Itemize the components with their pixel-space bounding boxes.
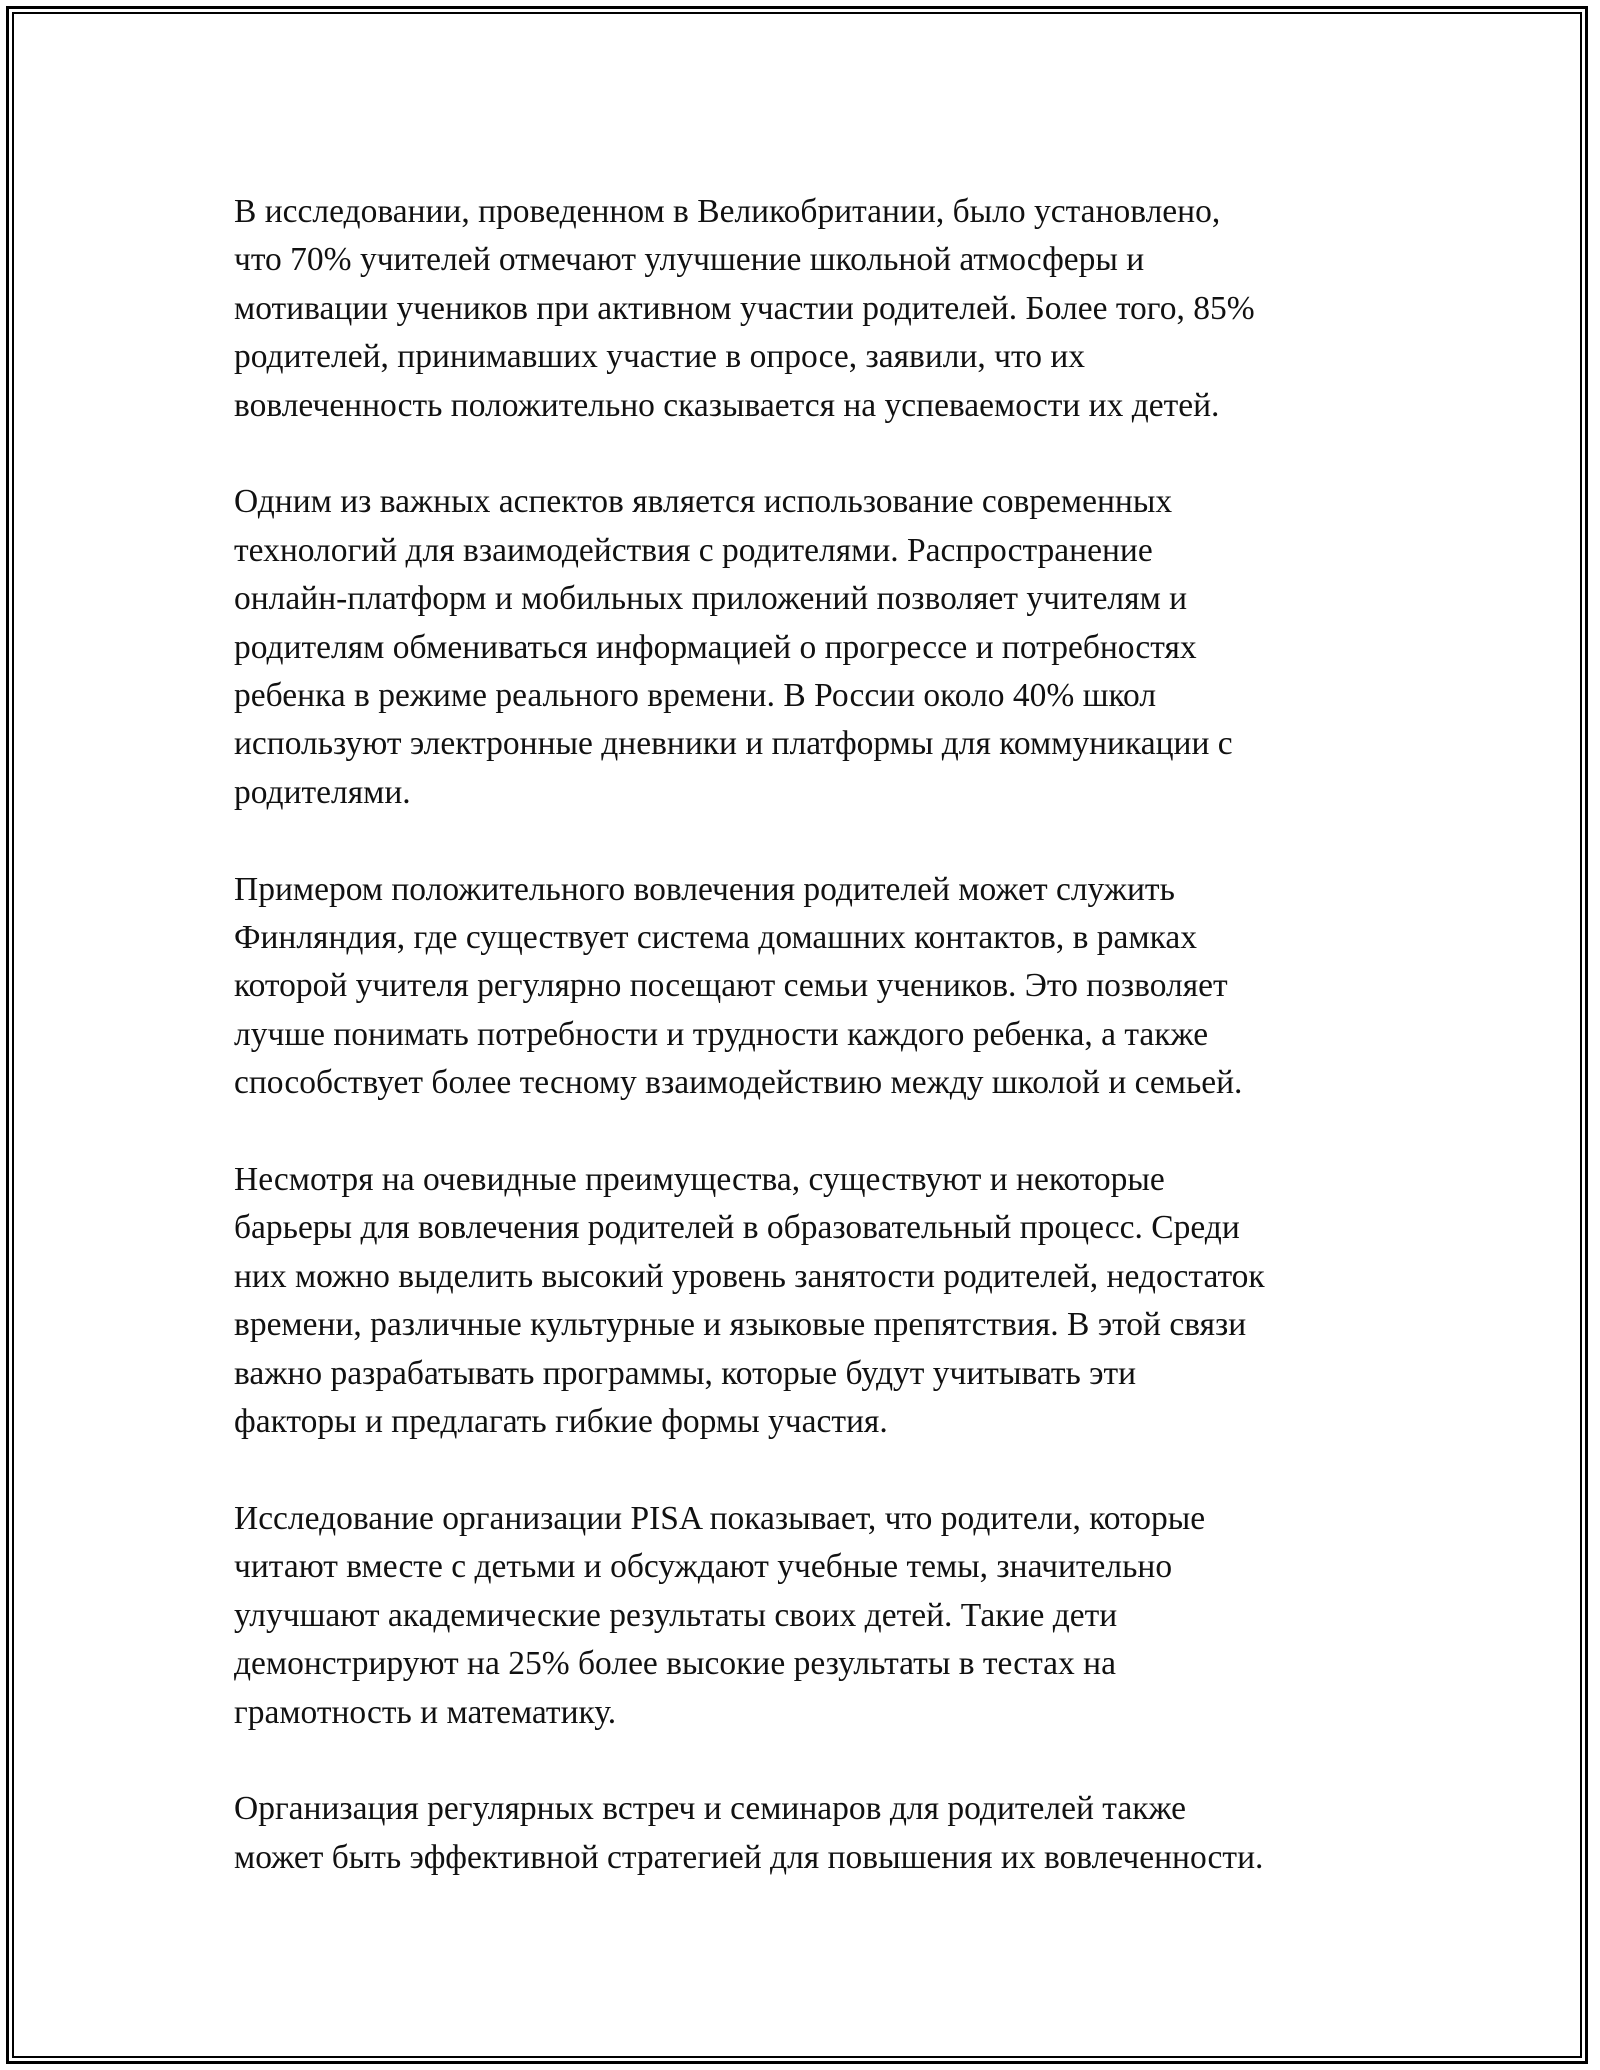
paragraph-line: которой учителя регулярно посещают семьи учеников. Это позволяет [234, 967, 1228, 1005]
paragraph-line: Исследование организации PISA показывает, что родители, которые [234, 1499, 1206, 1537]
paragraph-pisa [234, 1495, 1394, 1737]
paragraph-line: мотивации учеников при активном участии родителей. Более того, 85% [234, 289, 1255, 327]
paragraph-line: технологий для взаимодействия с родителями. Распространение [234, 531, 1153, 569]
document-body [234, 188, 1394, 1882]
paragraph-line: демонстрируют на 25% более высокие результаты в тестах на [234, 1645, 1116, 1683]
paragraph-line: улучшают академические результаты своих детей. Такие дети [234, 1596, 1118, 1634]
paragraph-finland [234, 866, 1394, 1108]
paragraph-line: используют электронные дневники и платформы для коммуникации с [234, 725, 1233, 763]
paragraph-barriers [234, 1156, 1394, 1446]
paragraph-line: грамотность и математику. [234, 1693, 617, 1731]
paragraph-line: что 70% учителей отмечают улучшение школьной атмосферы и [234, 241, 1145, 279]
paragraph-line: родителей, принимавших участие в опросе, заявили, что их [234, 338, 1085, 376]
paragraph-technology [234, 478, 1394, 817]
paragraph-line: родителями. [234, 773, 411, 811]
paragraph-line: Организация регулярных встреч и семинаров для родителей также [234, 1790, 1187, 1828]
paragraph-line: может быть эффективной стратегией для повышения их вовлеченности. [234, 1838, 1264, 1876]
paragraph-line: Одним из важных аспектов является использование современных [234, 483, 1173, 521]
paragraph-line: Примером положительного вовлечения родителей может служить [234, 870, 1175, 908]
paragraph-line: них можно выделить высокий уровень занятости родителей, недостаток [234, 1257, 1265, 1295]
paragraph-line: Финляндия, где существует система домашних контактов, в рамках [234, 919, 1197, 957]
paragraph-line: барьеры для вовлечения родителей в образовательный процесс. Среди [234, 1209, 1240, 1247]
paragraph-line: факторы и предлагать гибкие формы участия. [234, 1403, 888, 1441]
paragraph-line: важно разрабатывать программы, которые будут учитывать эти [234, 1354, 1137, 1392]
paragraph-uk-study [234, 188, 1394, 430]
paragraph-line: В исследовании, проведенном в Великобритании, было установлено, [234, 193, 1221, 230]
paragraph-line: онлайн-платформ и мобильных приложений позволяет учителям и [234, 580, 1188, 618]
paragraph-line: способствует более тесному взаимодействию между школой и семьей. [234, 1064, 1243, 1102]
paragraph-line: Несмотря на очевидные преимущества, существуют и некоторые [234, 1161, 1165, 1199]
paragraph-line: времени, различные культурные и языковые препятствия. В этой связи [234, 1306, 1247, 1344]
paragraph-meetings [234, 1785, 1394, 1882]
paragraph-line: вовлеченность положительно сказывается на успеваемости их детей. [234, 386, 1220, 424]
paragraph-line: ребенка в режиме реального времени. В России около 40% школ [234, 677, 1157, 715]
paragraph-line: родителям обмениваться информацией о прогрессе и потребностях [234, 628, 1197, 666]
paragraph-line: лучше понимать потребности и трудности каждого ребенка, а также [234, 1015, 1209, 1053]
paragraph-line: читают вместе с детьми и обсуждают учебные темы, значительно [234, 1548, 1173, 1586]
